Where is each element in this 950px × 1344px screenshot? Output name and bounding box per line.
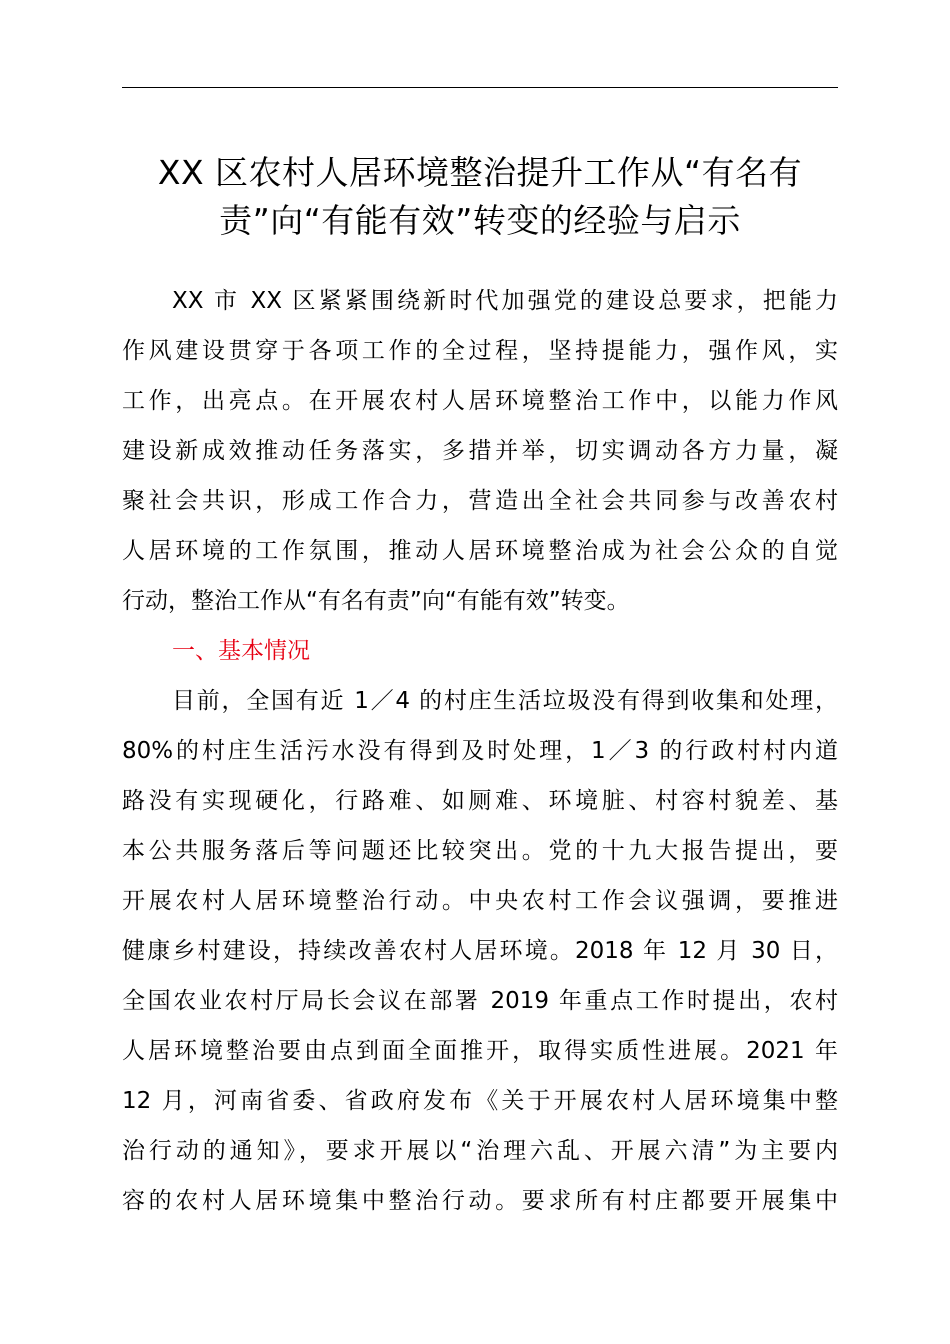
paragraph-line: 聚社会共识，形成工作合力，营造出全社会共同参与改善农村	[122, 488, 838, 514]
title-line-1: XX 区农村人居环境整治提升工作从“有名有	[157, 153, 803, 192]
paragraph-line: 作风建设贯穿于各项工作的全过程，坚持提能力，强作风，实	[122, 338, 838, 364]
title-line-2: 责”向“有能有效”转变的经验与启示	[219, 201, 741, 240]
paragraph-line: 12 月，河南省委、省政府发布《关于开展农村人居环境集中整	[122, 1088, 838, 1114]
document-title	[122, 149, 838, 245]
paragraph-line: 本公共服务落后等问题还比较突出。党的十九大报告提出，要	[122, 838, 838, 864]
paragraph-line: 全国农业农村厅局长会议在部署 2019 年重点工作时提出，农村	[122, 988, 838, 1014]
section-heading: 一、基本情况	[172, 638, 310, 664]
paragraph-line: 容的农村人居环境集中整治行动。要求所有村庄都要开展集中	[122, 1188, 838, 1214]
body-text	[122, 276, 838, 1226]
header-rule	[122, 87, 838, 88]
paragraph-line: 80%的村庄生活污水没有得到及时处理，1／3 的行政村村内道	[122, 738, 838, 764]
paragraph-line: XX 市 XX 区紧紧围绕新时代加强党的建设总要求，把能力	[172, 288, 838, 314]
paragraph-line: 治行动的通知》，要求开展以“治理六乱、开展六清”为主要内	[122, 1138, 838, 1164]
paragraph-line: 开展农村人居环境整治行动。中央农村工作会议强调，要推进	[122, 888, 838, 914]
paragraph-line: 健康乡村建设，持续改善农村人居环境。2018 年 12 月 30 日，	[122, 938, 838, 964]
paragraph-intro	[122, 276, 838, 626]
paragraph-line: 行动，整治工作从“有名有责”向“有能有效”转变。	[122, 588, 630, 614]
paragraph-line: 人居环境的工作氛围，推动人居环境整治成为社会公众的自觉	[122, 538, 838, 564]
paragraph-line: 工作，出亮点。在开展农村人居环境整治工作中，以能力作风	[122, 388, 838, 414]
paragraph-basic-situation	[122, 676, 838, 1226]
paragraph-line: 人居环境整治要由点到面全面推开，取得实质性进展。2021 年	[122, 1038, 838, 1064]
paragraph-line: 目前，全国有近 1／4 的村庄生活垃圾没有得到收集和处理，	[172, 688, 838, 714]
paragraph-line: 路没有实现硬化，行路难、如厕难、环境脏、村容村貌差、基	[122, 788, 838, 814]
paragraph-line: 建设新成效推动任务落实，多措并举，切实调动各方力量，凝	[122, 438, 838, 464]
